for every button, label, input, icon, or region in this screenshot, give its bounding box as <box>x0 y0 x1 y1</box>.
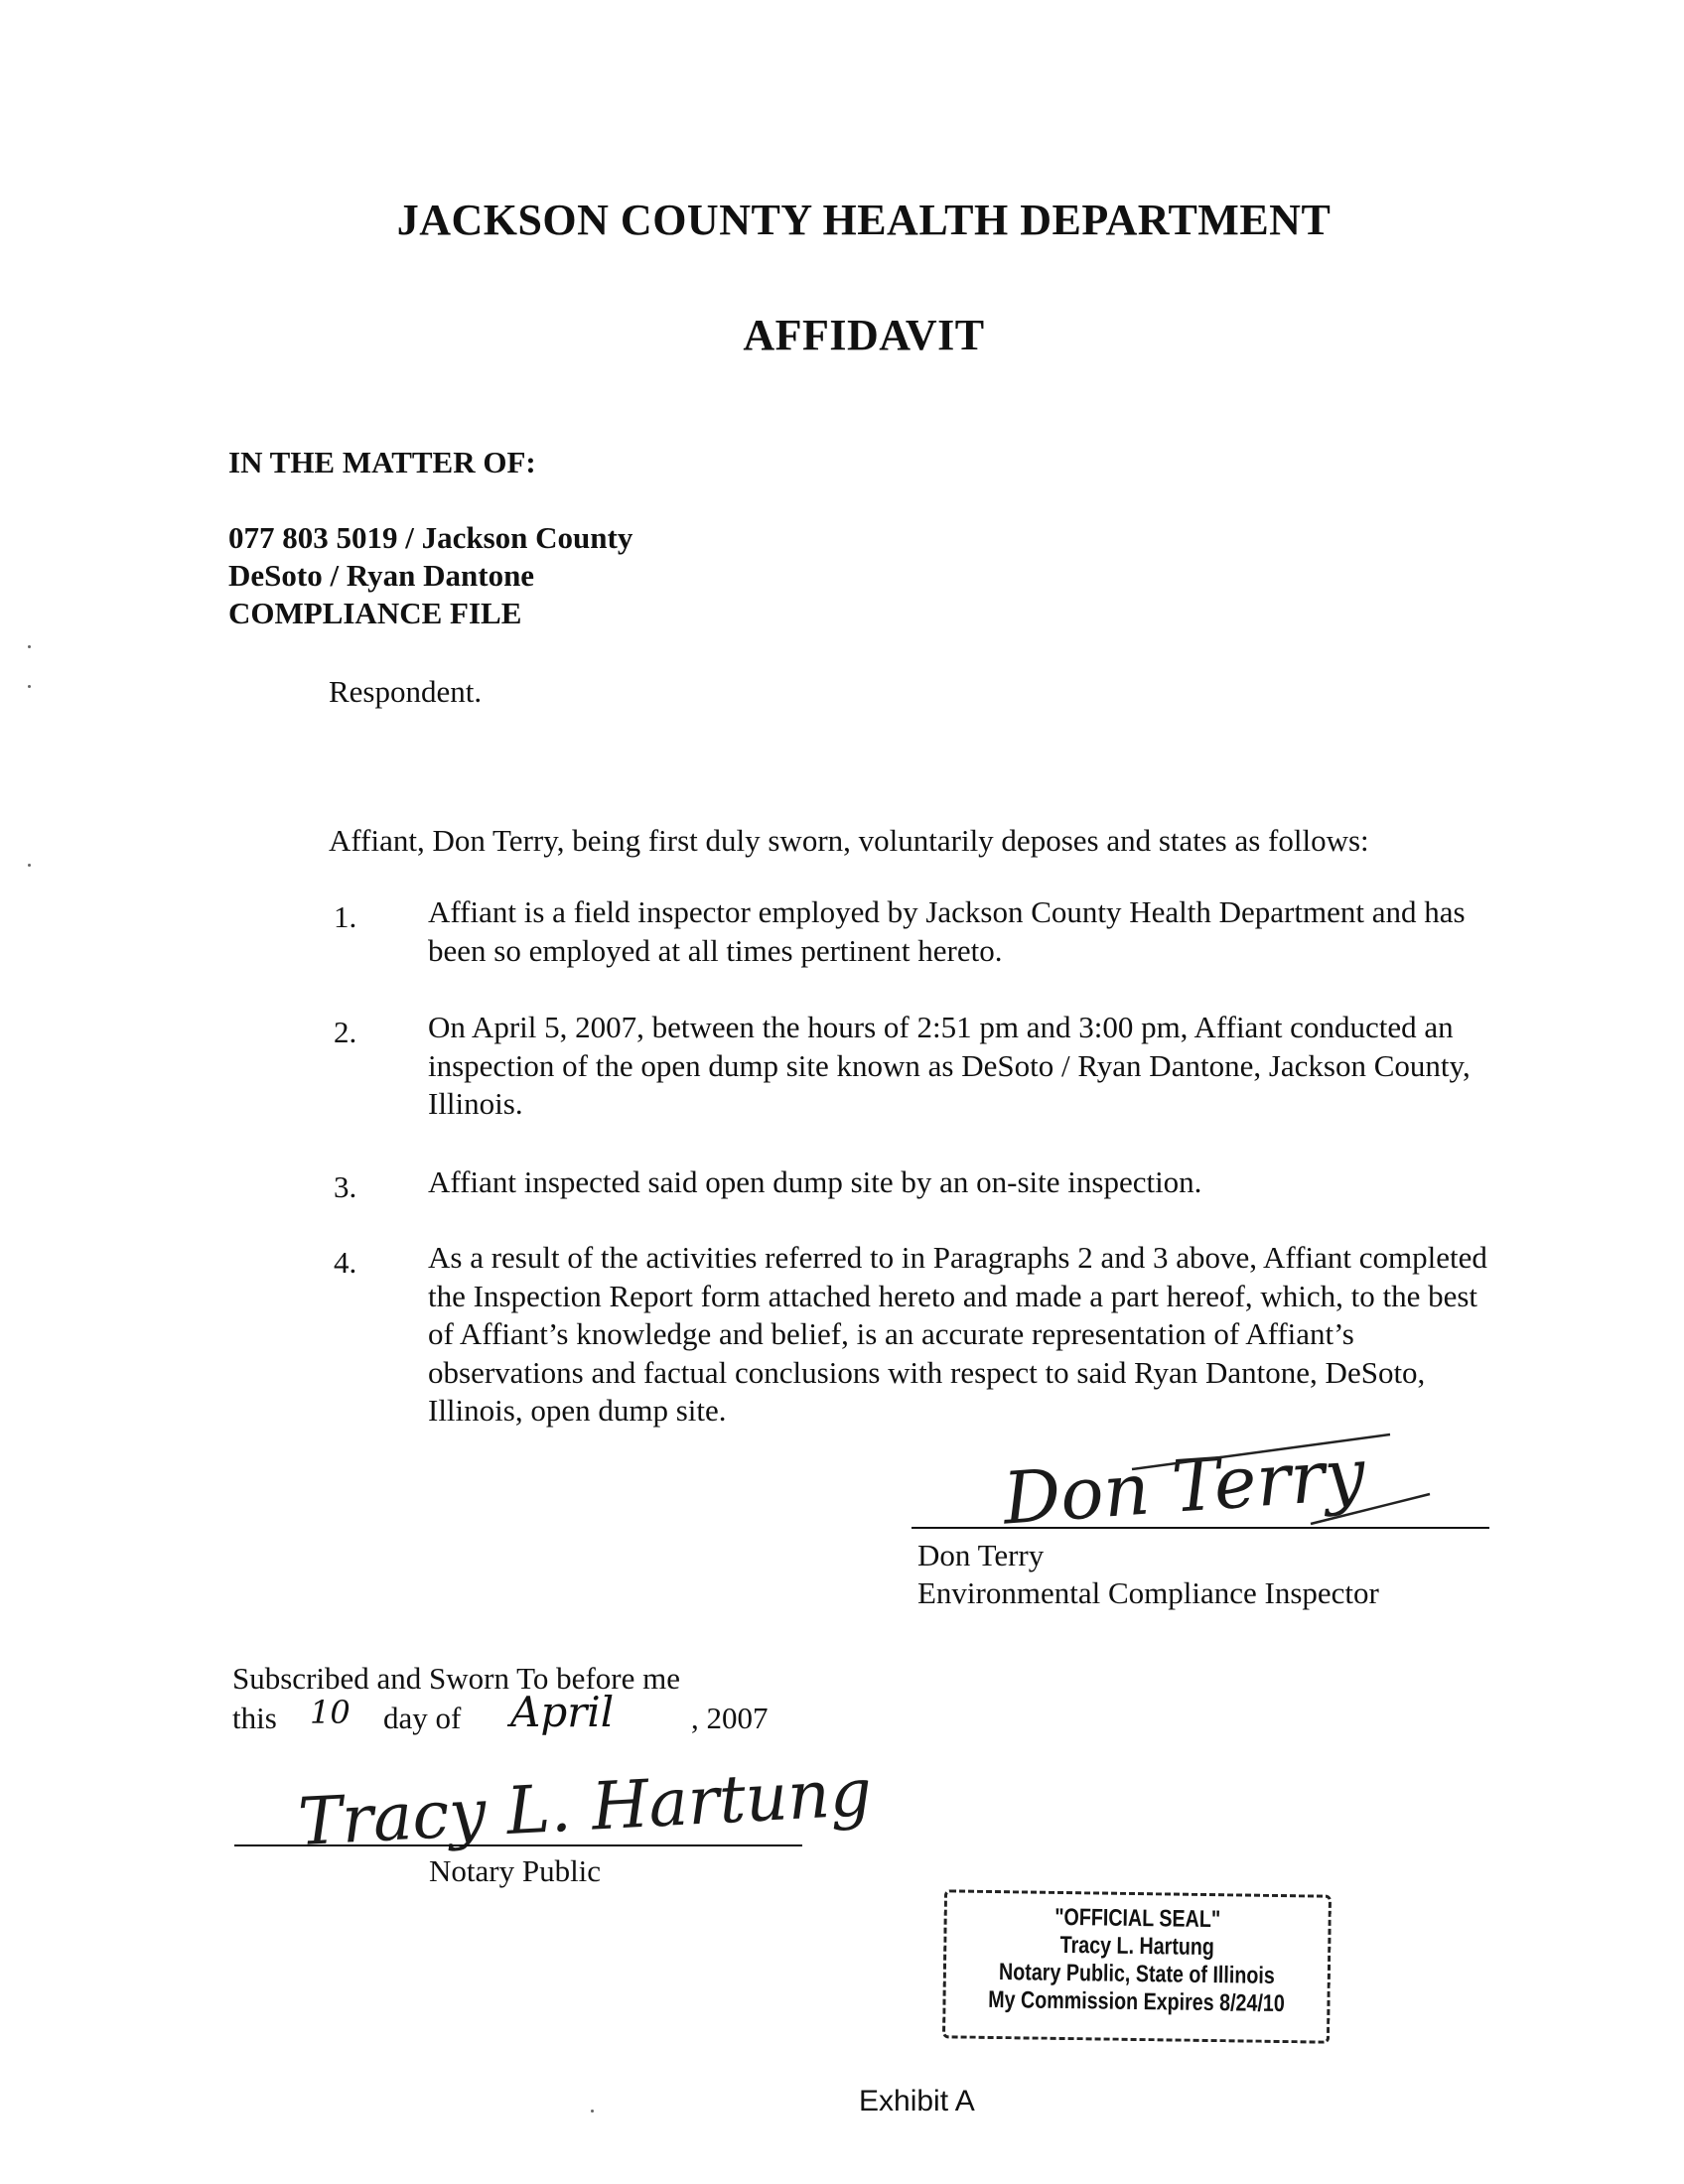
jurat-day-handwritten: 10 <box>310 1694 351 1731</box>
paragraph-number: 2. <box>334 1015 357 1049</box>
seal-line-4: My Commission Expires 8/24/10 <box>988 1985 1285 2018</box>
scan-speck <box>28 645 31 648</box>
scan-speck <box>28 685 31 688</box>
matter-line-2: DeSoto / Ryan Dantone <box>228 558 535 593</box>
matter-heading: IN THE MATTER OF: <box>228 445 536 479</box>
jurat-line-1: Subscribed and Sworn To before me <box>232 1661 680 1696</box>
seal-line-2: Tracy L. Hartung <box>1059 1931 1215 1962</box>
respondent-label: Respondent. <box>329 674 483 709</box>
signature-flourish <box>1112 1415 1450 1534</box>
paragraph-number: 1. <box>334 899 357 934</box>
paragraph-number: 4. <box>334 1245 357 1280</box>
paragraph-number: 3. <box>334 1169 357 1204</box>
notary-label: Notary Public <box>429 1853 602 1888</box>
jurat-year: , 2007 <box>691 1701 769 1735</box>
affiant-name: Don Terry <box>917 1538 1045 1572</box>
notary-handwritten-signature: Tracy L. Hartung <box>296 1753 874 1861</box>
scan-speck <box>28 864 31 867</box>
paragraph-text: Affiant inspected said open dump site by an on-site inspection. <box>428 1164 1202 1199</box>
affiant-title: Environmental Compliance Inspector <box>917 1575 1379 1610</box>
exhibit-label: Exhibit A <box>859 2085 975 2117</box>
affiant-signature-line <box>912 1527 1489 1529</box>
notary-signature-line <box>234 1844 802 1846</box>
official-seal-stamp <box>942 1889 1332 2043</box>
jurat-month-handwritten: April <box>510 1688 615 1736</box>
affiant-intro: Affiant, Don Terry, being first duly sworn, voluntarily deposes and states as follows: <box>329 823 1369 858</box>
seal-line-3: Notary Public, State of Illinois <box>998 1959 1275 1989</box>
paragraph-text: Affiant is a field inspector employed by Jackson County Health Department and has been so employed at all times pertinent hereto. <box>428 894 1466 968</box>
matter-line-1: 077 803 5019 / Jackson County <box>228 520 633 555</box>
department-title: JACKSON COUNTY HEALTH DEPARTMENT <box>396 196 1332 244</box>
paragraph-text: As a result of the activities referred to in Paragraphs 2 and 3 above, Affiant completed the Inspection Report form attached hereto and made a part hereof, which, to the best of Affiant’s knowledge and belief, is an accurate representation of Affiant’s observations and factual conclusions with respect to said Ryan Dantone, DeSoto, Illinois, open dump site. <box>428 1240 1487 1428</box>
jurat-this: this <box>232 1701 277 1735</box>
document-type-title: AFFIDAVIT <box>743 311 985 359</box>
matter-line-3: COMPLIANCE FILE <box>228 596 522 630</box>
jurat-day-of: day of <box>383 1701 462 1735</box>
paragraph-text: On April 5, 2007, between the hours of 2:51 pm and 3:00 pm, Affiant conducted an inspection of the open dump site known as DeSoto / Ryan Dantone, Jackson County, Illinois. <box>428 1010 1471 1121</box>
seal-line-1: "OFFICIAL SEAL" <box>1053 1903 1221 1934</box>
affiant-handwritten-signature: Don Terry <box>1000 1432 1368 1541</box>
scan-speck <box>591 2110 594 2113</box>
